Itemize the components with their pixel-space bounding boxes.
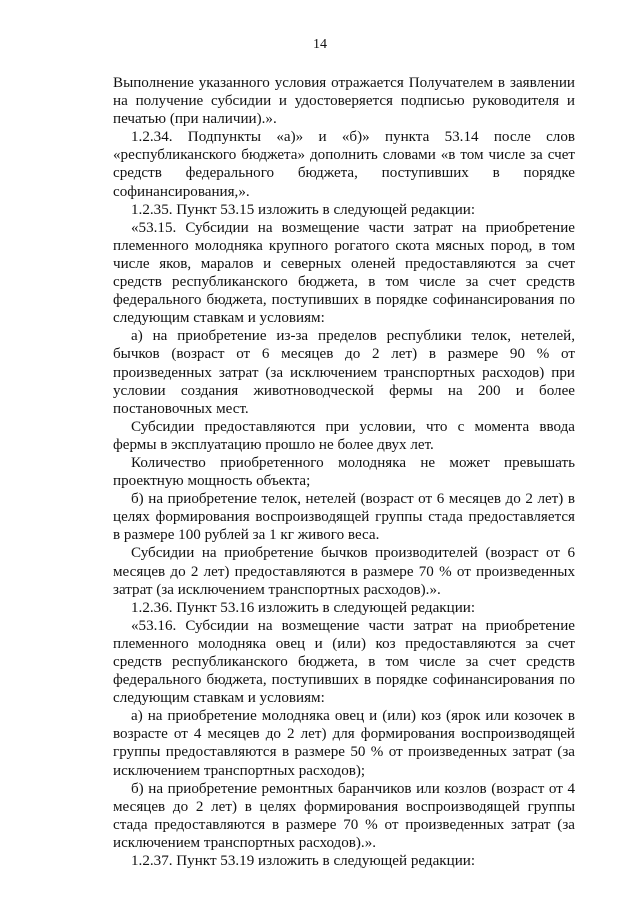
paragraph-53-15-bulls: Субсидии на приобретение бычков производителей (возраст от 6 месяцев до 2 лет) предоставляются в размере 70 % от произведенных затрат (за исключением транспортных расходов).». (113, 545, 575, 598)
paragraph-1-2-34: 1.2.34. Подпункты «а)» и «б)» пункта 53.14 после слов «республиканского бюджета» дополнить словами «в том числе за счет средств федерального бюджета, поступивших в порядке софинансирования,». (113, 129, 575, 200)
paragraph-53-16-a: а) на приобретение молодняка овец и (или) коз (ярок или козочек в возрасте от 4 месяцев до 2 лет) для формирования воспроизводящей группы предоставляются в размере 50 % от произведенных затрат (за исключением транспортных расходов); (113, 708, 575, 779)
paragraph-53-16-b: б) на приобретение ремонтных баранчиков или козлов (возраст от 4 месяцев до 2 лет) в целях формирования воспроизводящей группы стада предоставляются в размере 70 % от произведенных затрат (за исключением транспортных расходов).». (113, 780, 575, 851)
paragraph-1-2-37: 1.2.37. Пункт 53.19 изложить в следующей редакции: (131, 853, 476, 870)
paragraph-condition-confirmation: Выполнение указанного условия отражается Получателем в заявлении на получение субсидии и удостоверяется подписью руководителя и печатью (при наличии).». (113, 75, 575, 128)
paragraph-53-15-b: б) на приобретение телок, нетелей (возраст от 6 месяцев до 2 лет) в целях формирования воспроизводящей группы стада предоставляется в размере 100 рублей за 1 кг живого веса. (113, 491, 575, 544)
paragraph-1-2-36: 1.2.36. Пункт 53.16 изложить в следующей редакции: (131, 599, 476, 616)
paragraph-1-2-35: 1.2.35. Пункт 53.15 изложить в следующей редакции: (131, 201, 476, 218)
page-number: 14 (313, 37, 327, 52)
paragraph-53-15-quantity: Количество приобретенного молодняка не может превышать проектную мощность объекта; (113, 454, 575, 490)
paragraph-53-16: «53.16. Субсидии на возмещение части затрат на приобретение племенного молодняка овец и (или) коз предоставляются за счет средств республиканского бюджета, в том числе за счет средств федерального бюджета, поступивших в порядке софинансирования по следующим ставкам и условиям: (113, 617, 575, 707)
paragraph-53-15: «53.15. Субсидии на возмещение части затрат на приобретение племенного молодняка крупного рогатого скота мясных пород, в том числе яков, маралов и северных оленей предоставляются за счет средств республиканского бюджета, в том числе за счет средств федерального бюджета, поступивших в порядке софинансирования по следующим ставкам и условиям: (113, 219, 575, 327)
paragraph-53-15-a: а) на приобретение из-за пределов республики телок, нетелей, бычков (возраст от 6 месяцев до 2 лет) в размере 90 % от произведенных затрат (за исключением транспортных расходов) при условии создания животноводческой фермы на 200 и более постановочных мест. (113, 328, 575, 417)
paragraph-53-15-subsidy-condition: Субсидии предоставляются при условии, что с момента ввода фермы в эксплуатацию прошло не более двух лет. (113, 418, 575, 453)
document-body (113, 74, 575, 870)
